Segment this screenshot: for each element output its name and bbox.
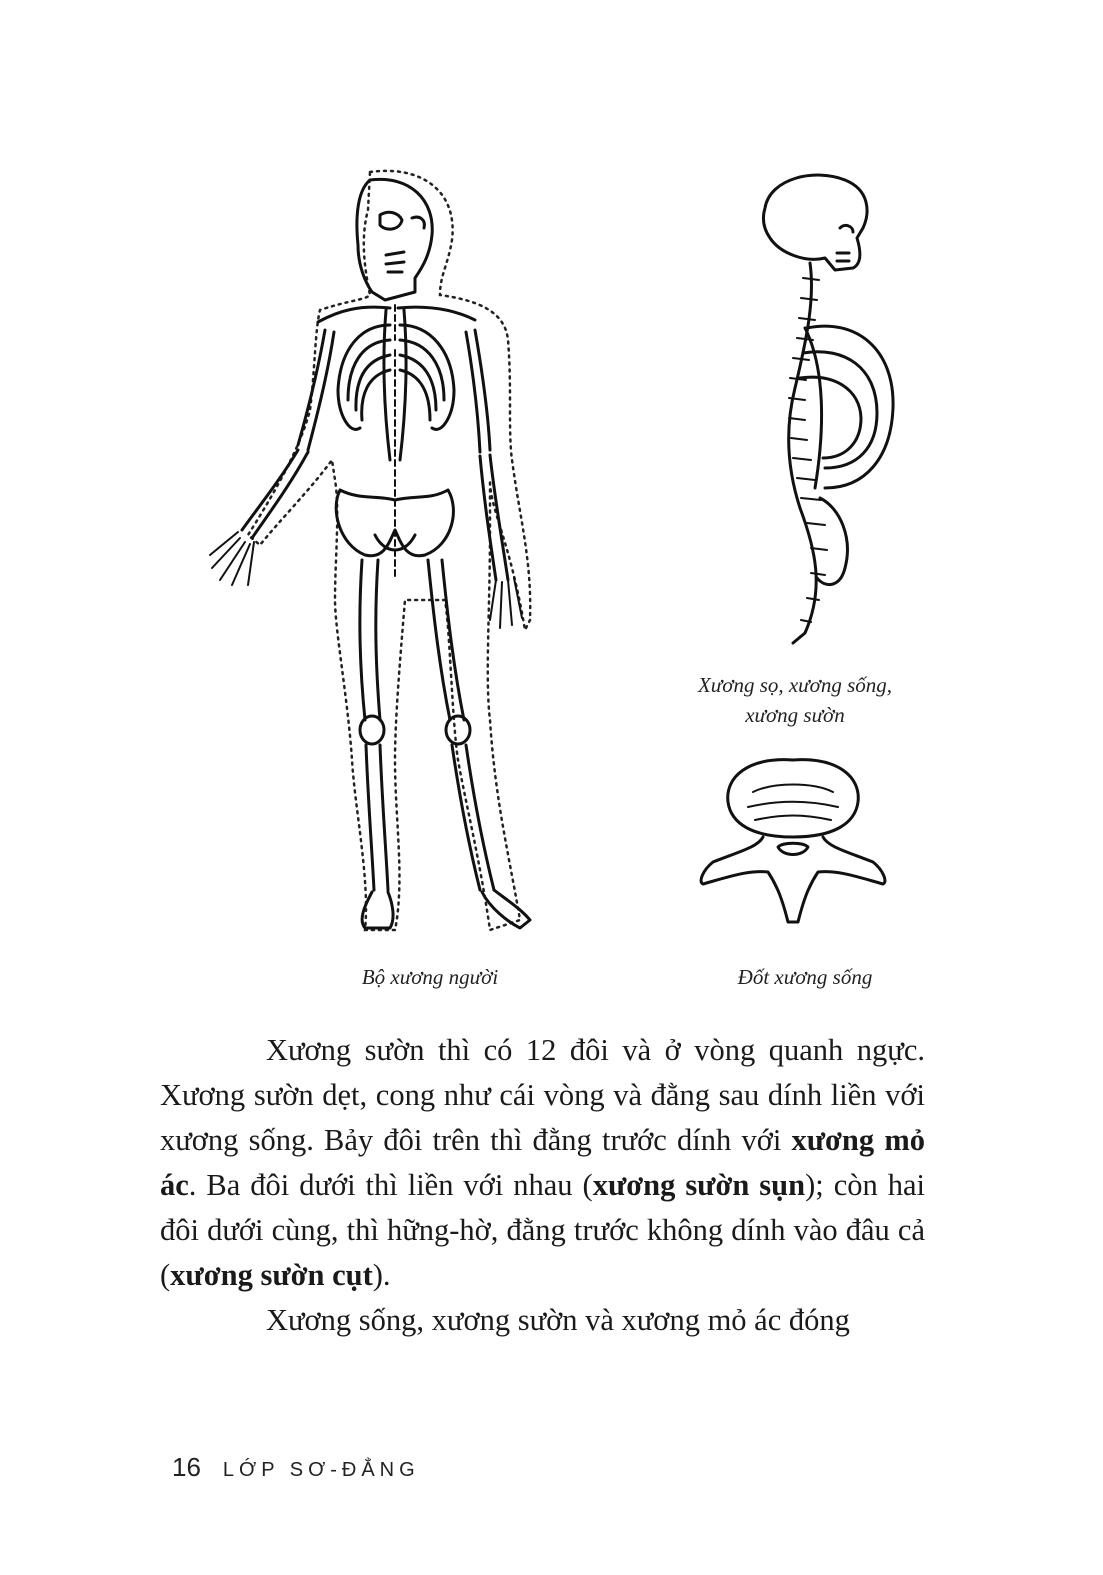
spine-illustration: [745, 168, 920, 658]
spine-caption-line2: xương sườn: [745, 703, 845, 727]
skeleton-caption: Bộ xương người: [361, 965, 499, 989]
body-text: [160, 1028, 925, 1343]
page-number: 16: [172, 1452, 201, 1482]
vertebra-illustration: [693, 752, 893, 930]
term-xuong-suon-sun: xương sườn sụn: [592, 1168, 806, 1202]
term-xuong-mo-ac: xương mỏ ác: [160, 1123, 925, 1202]
paragraph-1: Xương sườn thì có 12 đôi và ở vòng quanh ngực. Xương sườn dẹt, cong như cái vòng và đằng sau dính liền với xương sống. Bảy đôi trên thì đằng trước dính với xương mỏ ác. Ba đôi dưới thì liền với nhau (xương sườn sụn); còn hai đôi dưới cùng, thì hững-hờ, đằng trước không dính vào đâu cả (xương sườn cụt).: [160, 1033, 925, 1292]
term-xuong-suon-cut: xương sườn cụt: [170, 1258, 373, 1292]
spine-caption: [660, 670, 930, 730]
page-footer: [172, 1452, 420, 1483]
vertebra-caption: Đốt xương sống: [737, 965, 873, 989]
spine-caption-line1: Xương sọ, xương sống,: [697, 673, 893, 697]
paragraph-2: Xương sống, xương sườn và xương mỏ ác đóng: [266, 1303, 850, 1337]
section-title: LỚP SƠ-ĐẲNG: [222, 1459, 420, 1481]
skeleton-illustration: [190, 160, 550, 950]
